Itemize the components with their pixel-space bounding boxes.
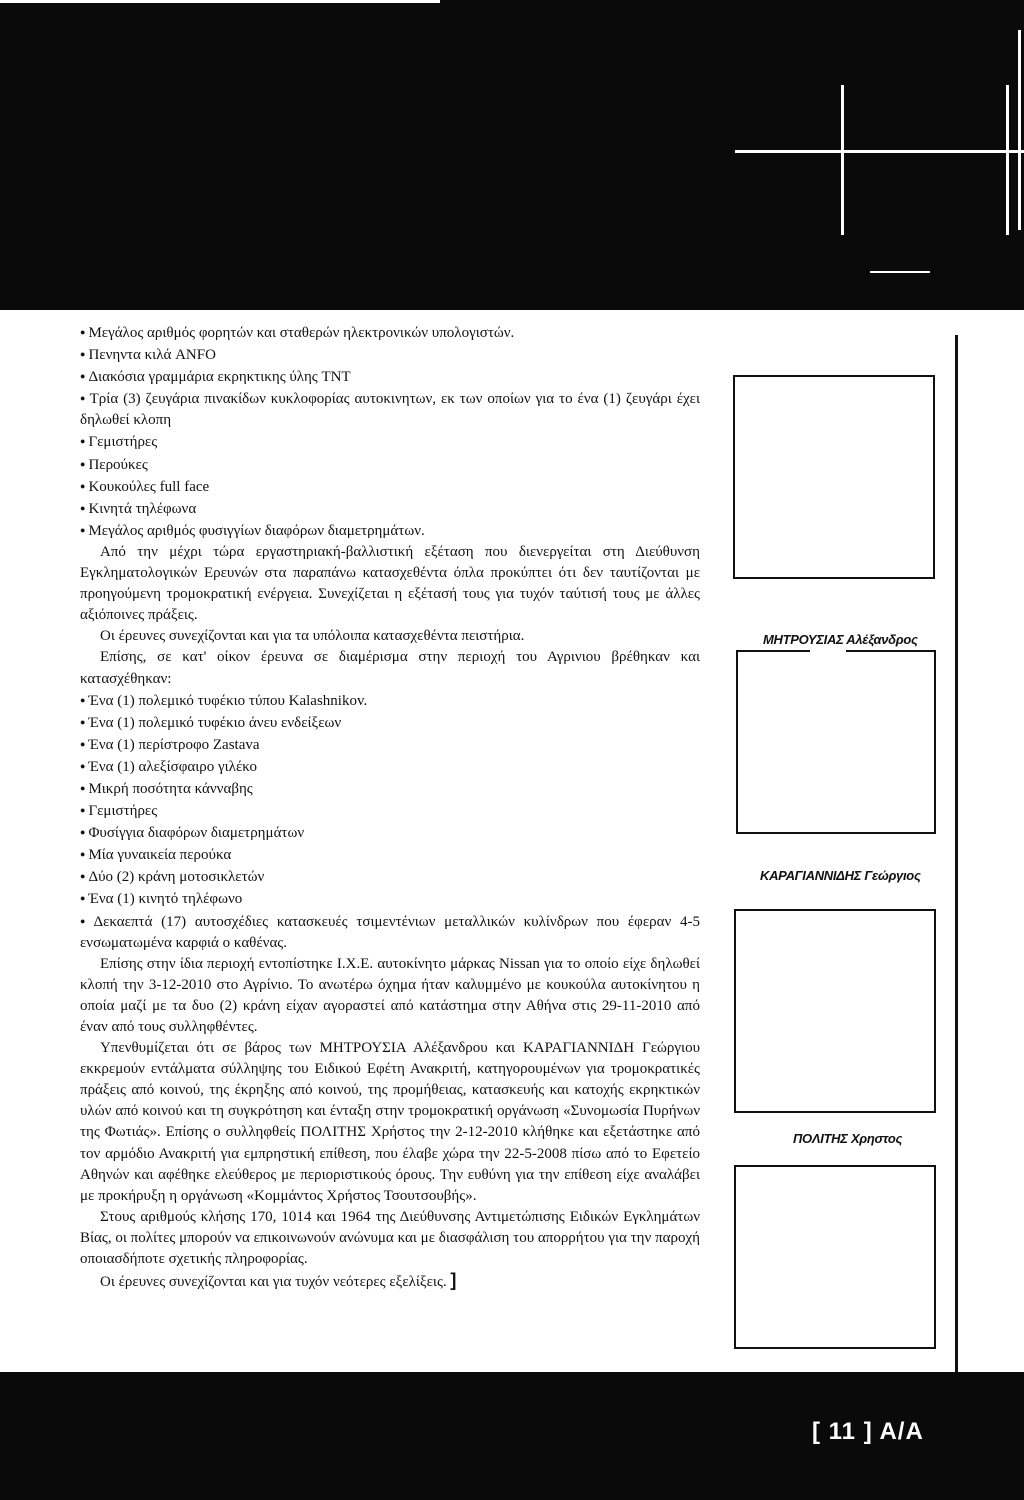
paragraph-agrinio-search: Επίσης, σε κατ' οίκον έρευνα σε διαμέρισμα στην περιοχή του Αγρινιου βρέθηκαν και κατασχέθηκαν:	[80, 649, 700, 687]
list-item: ● Μεγάλος αριθμός φυσιγγίων διαφόρων διαμετρημάτων.	[80, 520, 700, 542]
photo-frame-3	[734, 909, 936, 1113]
decor-line	[1018, 30, 1021, 230]
list-item: ● Δεκαεπτά (17) αυτοσχέδιες κατασκευές τσιμεντένιων μεταλλικών κυλίνδρων που έφεραν 4-5 ενσωματωμένα καρφιά ο καθένας.	[80, 911, 700, 954]
photo-frame-4	[734, 1165, 936, 1349]
list-item: ● Ένα (1) κινητό τηλέφωνο	[80, 888, 700, 910]
list-item: ● Δύο (2) κράνη μοτοσικλετών	[80, 866, 700, 888]
article-body	[80, 322, 700, 1293]
closing-text: Οι έρευνες συνεχίζονται και για τυχόν νεότερες εξελίξεις.	[100, 1274, 447, 1291]
list-item: ● Διακόσια γραμμάρια εκρηκτικης ύλης TNT	[80, 366, 700, 388]
photo-caption-karagiannidis: ΚΑΡΑΓΙΑΝΝΙΔΗΣ Γεώργιος	[760, 868, 921, 883]
decor-line	[841, 85, 844, 235]
list-item: ● Κινητά τηλέφωνα	[80, 498, 700, 520]
photo-caption-mitrousias: ΜΗΤΡΟΥΣΙΑΣ Αλέξανδρος	[763, 632, 918, 647]
top-edge-line	[0, 0, 440, 3]
frame-divider	[955, 335, 958, 1385]
list-item: ● Γεμιστήρες	[80, 800, 700, 822]
list-item: ● Ένα (1) πολεμικό τυφέκιο άνευ ενδείξεων	[80, 712, 700, 734]
photo-frame-1	[733, 375, 935, 579]
top-dark-banner	[0, 0, 1024, 310]
list-item: ● Γεμιστήρες	[80, 431, 700, 453]
list-item: ● Ένα (1) αλεξίσφαιρο γιλέκο	[80, 756, 700, 778]
list-item: ● Μεγάλος αριθμός φορητών και σταθερών ηλεκτρονικών υπολογιστών.	[80, 322, 700, 344]
item-list-seized	[80, 322, 700, 542]
paragraph-ballistics: Από την μέχρι τώρα εργαστηριακή-βαλλιστική εξέταση που διενεργείται στη Διεύθυνση Εγκληματολογικών Ερευνών στα παραπάνω κατασχεθέντα όπλα προκύπτει ότι δεν ταυτίζονται με προηγούμενη τρομοκρατική ενέργεια. Συνεχίζεται η εξέτασή τους για τυχόν ταύτισή τους με άλλες αξιόποινες πράξεις.	[80, 543, 700, 624]
list-item: ● Φυσίγγια διαφόρων διαμετρημάτων	[80, 822, 700, 844]
list-item: ● Κουκούλες full face	[80, 476, 700, 498]
paragraph-investigation: Οι έρευνες συνεχίζονται και για τα υπόλοιπα κατασχεθέντα πειστήρια.	[100, 628, 525, 645]
list-item: ● Τρία (3) ζευγάρια πινακίδων κυκλοφορίας αυτοκινητων, εκ των οποίων για το ένα (1) ζευγάρι έχει δηλωθεί κλοπη	[80, 388, 700, 431]
photo-caption-politis: ΠΟΛΙΤΗΣ Χρηστος	[793, 1131, 903, 1146]
paragraph-nissan: Επίσης στην ίδια περιοχή εντοπίστηκε Ι.Χ.Ε. αυτοκίνητο μάρκας Nissan για το οποίο είχε δηλωθεί κλοπή την 3-12-2010 στο Αγρίνιο. Το ανωτέρω όχημα ήταν καλυμμένο με κουκούλα αυτοκίνητου η οποία μαζί με τα δυο (2) κράνη είχαν αγοραστεί από κατάστημα στην Αθήνα στις 29-11-2010 από έναν από τους συλληφθέντες.	[80, 955, 700, 1035]
decor-line	[1006, 85, 1009, 235]
list-item: ● Πενηντα κιλά ANFO	[80, 344, 700, 366]
paragraph-hotlines: Στους αριθμούς κλήσης 170, 1014 και 1964 της Διεύθυνσης Αντιμετώπισης Ειδικών Εγκλημάτων Βίας, οι πολίτες μπορούν να επικοινωνούν ανώνυμα και με διασφάλιση του απορρήτου για την παροχή οποιασδήποτε σχετικής πληροφορίας.	[80, 1208, 700, 1268]
decor-line	[870, 271, 930, 273]
closing-bracket: ]	[450, 1270, 457, 1291]
list-item: ● Μία γυναικεία περούκα	[80, 844, 700, 866]
photo-frame-2	[736, 650, 936, 834]
frame-gap	[810, 648, 846, 652]
decor-line	[735, 150, 1024, 153]
paragraph-closing	[80, 1270, 700, 1293]
list-item: ● Ένα (1) πολεμικό τυφέκιο τύπου Kalashnikov.	[80, 690, 700, 712]
list-item: ● Μικρή ποσότητα κάνναβης	[80, 778, 700, 800]
list-item: ● Περούκες	[80, 454, 700, 476]
page-number: [ 11 ] Α/Α	[812, 1418, 924, 1445]
item-list-agrinio	[80, 690, 700, 954]
list-item: ● Ένα (1) περίστροφο Zastava	[80, 734, 700, 756]
paragraph-warrants: Υπενθυμίζεται ότι σε βάρος των ΜΗΤΡΟΥΣΙΑ Αλέξανδρου και ΚΑΡΑΓΙΑΝΝΙΔΗ Γεώργιου εκκρεμούν εντάλματα σύλληψης του Ειδικού Εφέτη Ανακριτή, κατηγορουμένων για τρομοκρατικές πράξεις από κοινού, της έκρηξης από κοινού, της προμήθειας, κατασκευής και κατοχής εκρηκτικών υλών από κοινού και τη συγκρότηση και ένταξη στην τρομοκρατική οργάνωση «Συνομωσία Πυρήνων της Φωτιάς». Επίσης ο συλληφθείς ΠΟΛΙΤΗΣ Χρήστος την 2-12-2010 κλήθηκε και εξετάστηκε από τον αρμόδιο Ανακριτή για εμπρηστική επίθεση, που έλαβε χώρα την 22-5-2008 πίσω από το Εφετείο Αθηνών και αφέθηκε ελεύθερος με περιοριστικούς όρους. Την ευθύνη για την επίθεση είχε αναλάβει με προκήρυξη η οργάνωση «Κομμάντος Χρήστος Τσουτσουβής».	[80, 1040, 700, 1204]
